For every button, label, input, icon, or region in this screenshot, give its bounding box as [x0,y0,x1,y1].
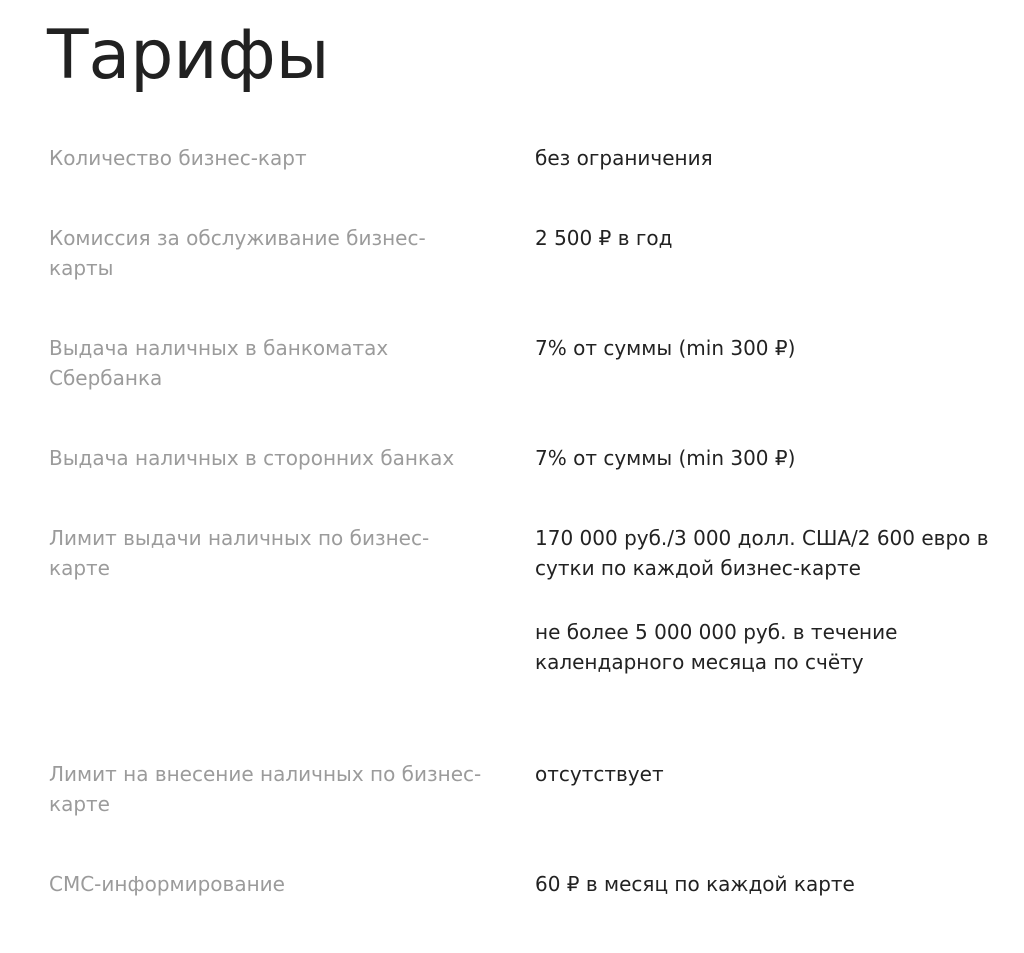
tariff-value [535,869,1005,899]
tariff-value-line: без ограничения [535,146,713,170]
tariff-label: Комиссия за обслуживание бизнес-карты [49,226,426,280]
tariff-value-line: 7% от суммы (min 300 ₽) [535,446,796,470]
tariff-label: Выдача наличных в банкоматах Сбербанка [49,336,389,390]
tariff-label: Лимит выдачи наличных по бизнес-карте [49,526,430,580]
tariff-value-line: не более 5 000 000 руб. в течение календарного месяца по счёту [535,620,898,674]
tariff-value-line: отсутствует [535,762,664,786]
tariff-value [535,759,1005,789]
tariff-value [535,443,1005,473]
tariff-value [535,223,1005,253]
tariff-value [535,143,1005,173]
tariff-label: СМС-информирование [49,872,285,896]
tariff-value-line: 170 000 руб./3 000 долл. США/2 600 евро в сутки по каждой бизнес-карте [535,526,989,580]
tariff-value-line: 2 500 ₽ в год [535,226,673,250]
tariff-label: Лимит на внесение наличных по бизнес-карте [49,762,482,816]
tariff-label: Количество бизнес-карт [49,146,307,170]
tariff-label: Выдача наличных в сторонних банках [49,446,455,470]
tariff-value-line: 60 ₽ в месяц по каждой карте [535,872,855,896]
page-title: Тарифы [47,16,330,95]
tariff-value [535,523,1005,677]
tariff-value-line: 7% от суммы (min 300 ₽) [535,336,796,360]
tariff-value [535,333,1005,363]
